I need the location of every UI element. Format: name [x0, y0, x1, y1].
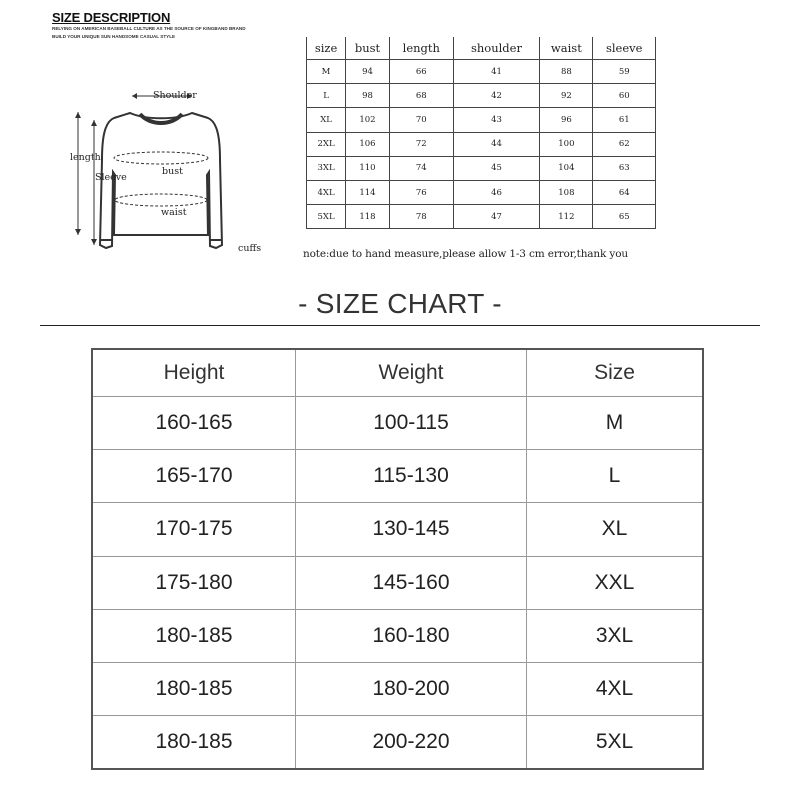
size-description-header — [52, 10, 292, 41]
measurement-cell: 88 — [540, 60, 593, 84]
subtitle-line-2: BUILD YOUR UNIQUE SUN HANDSOME CASUAL STYLE — [52, 34, 176, 39]
size-chart-header-cell: Height — [92, 349, 296, 397]
measurement-cell: XL — [307, 108, 346, 132]
size-chart-cell: 3XL — [527, 609, 704, 662]
measurement-row — [307, 60, 656, 84]
measurement-header-cell: size — [307, 37, 346, 60]
size-chart-row — [92, 716, 703, 770]
size-chart-cell: XL — [527, 503, 704, 556]
size-chart-cell: 180-185 — [92, 662, 296, 715]
size-chart-cell: L — [527, 450, 704, 503]
measurement-row — [307, 156, 656, 180]
size-chart-cell: 175-180 — [92, 556, 296, 609]
measurement-cell: 114 — [346, 180, 390, 204]
measurement-cell: 41 — [453, 60, 540, 84]
size-chart-row — [92, 503, 703, 556]
size-chart-cell: XXL — [527, 556, 704, 609]
size-description-title: SIZE DESCRIPTION — [52, 10, 171, 25]
measurement-cell: 68 — [389, 84, 453, 108]
measurement-header-cell: shoulder — [453, 37, 540, 60]
measurement-cell: 62 — [593, 132, 656, 156]
measurement-cell: 60 — [593, 84, 656, 108]
measurement-header-cell: length — [389, 37, 453, 60]
size-chart-cell: 180-200 — [296, 662, 527, 715]
size-chart-cell: 180-185 — [92, 716, 296, 770]
measurement-cell: 61 — [593, 108, 656, 132]
measurement-cell: 65 — [593, 205, 656, 229]
measurement-note: note:due to hand measure,please allow 1-3 cm error,thank you — [303, 248, 629, 260]
measurement-cell: 72 — [389, 132, 453, 156]
size-chart-row — [92, 556, 703, 609]
measurement-cell: L — [307, 84, 346, 108]
measurement-cell: 108 — [540, 180, 593, 204]
divider — [40, 325, 760, 326]
measurement-cell: 106 — [346, 132, 390, 156]
measurement-cell: 59 — [593, 60, 656, 84]
size-chart-cell: M — [527, 397, 704, 450]
shirt-measurement-diagram — [58, 80, 280, 260]
waist-label: waist — [161, 207, 187, 218]
length-label: length — [70, 152, 101, 163]
size-chart-row — [92, 450, 703, 503]
size-chart-cell: 170-175 — [92, 503, 296, 556]
measurement-row — [307, 132, 656, 156]
measurement-cell: 47 — [453, 205, 540, 229]
size-chart-cell: 160-180 — [296, 609, 527, 662]
measurement-cell: 42 — [453, 84, 540, 108]
measurement-cell: 110 — [346, 156, 390, 180]
size-chart-header-row — [92, 349, 703, 397]
measurement-cell: 43 — [453, 108, 540, 132]
size-chart-row — [92, 609, 703, 662]
size-chart-cell: 4XL — [527, 662, 704, 715]
measurement-cell: 5XL — [307, 205, 346, 229]
measurement-cell: 3XL — [307, 156, 346, 180]
measurement-table — [306, 37, 656, 229]
measurement-header-cell: bust — [346, 37, 390, 60]
cuffs-label: cuffs — [238, 243, 262, 254]
measurement-cell: 46 — [453, 180, 540, 204]
measurement-header-cell: sleeve — [593, 37, 656, 60]
measurement-cell: M — [307, 60, 346, 84]
measurement-row — [307, 108, 656, 132]
size-chart-title: - SIZE CHART - — [298, 288, 502, 319]
measurement-cell: 98 — [346, 84, 390, 108]
measurement-cell: 66 — [389, 60, 453, 84]
measurement-cell: 76 — [389, 180, 453, 204]
size-chart-cell: 200-220 — [296, 716, 527, 770]
sleeve-label: Sleeve — [95, 172, 127, 183]
size-chart-row — [92, 662, 703, 715]
size-chart-cell: 5XL — [527, 716, 704, 770]
measurement-cell: 94 — [346, 60, 390, 84]
measurement-row — [307, 180, 656, 204]
measurement-cell: 78 — [389, 205, 453, 229]
size-chart-header-cell: Size — [527, 349, 704, 397]
subtitle-line-1: RELYING ON AMERICAN BASEBALL CULTURE AS THE SOURCE OF KINGBAND BRAND — [52, 26, 246, 31]
measurement-cell: 44 — [453, 132, 540, 156]
measurement-header-row — [307, 37, 656, 60]
measurement-cell: 4XL — [307, 180, 346, 204]
measurement-cell: 112 — [540, 205, 593, 229]
measurement-cell: 2XL — [307, 132, 346, 156]
measurement-cell: 92 — [540, 84, 593, 108]
measurement-cell: 102 — [346, 108, 390, 132]
size-chart-cell: 100-115 — [296, 397, 527, 450]
size-chart-cell: 115-130 — [296, 450, 527, 503]
size-chart-table — [91, 348, 704, 770]
size-chart-cell: 130-145 — [296, 503, 527, 556]
bust-label: bust — [162, 166, 183, 177]
size-chart-cell: 165-170 — [92, 450, 296, 503]
measurement-cell: 118 — [346, 205, 390, 229]
measurement-cell: 104 — [540, 156, 593, 180]
measurement-cell: 45 — [453, 156, 540, 180]
measurement-cell: 100 — [540, 132, 593, 156]
measurement-cell: 70 — [389, 108, 453, 132]
measurement-row — [307, 84, 656, 108]
measurement-cell: 64 — [593, 180, 656, 204]
size-chart-header-cell: Weight — [296, 349, 527, 397]
measurement-cell: 74 — [389, 156, 453, 180]
measurement-cell: 96 — [540, 108, 593, 132]
size-chart-cell: 180-185 — [92, 609, 296, 662]
size-chart-row — [92, 397, 703, 450]
measurement-row — [307, 205, 656, 229]
size-chart-cell: 160-165 — [92, 397, 296, 450]
measurement-cell: 63 — [593, 156, 656, 180]
size-chart-cell: 145-160 — [296, 556, 527, 609]
shoulder-label: Shoulder — [153, 90, 197, 101]
measurement-header-cell: waist — [540, 37, 593, 60]
